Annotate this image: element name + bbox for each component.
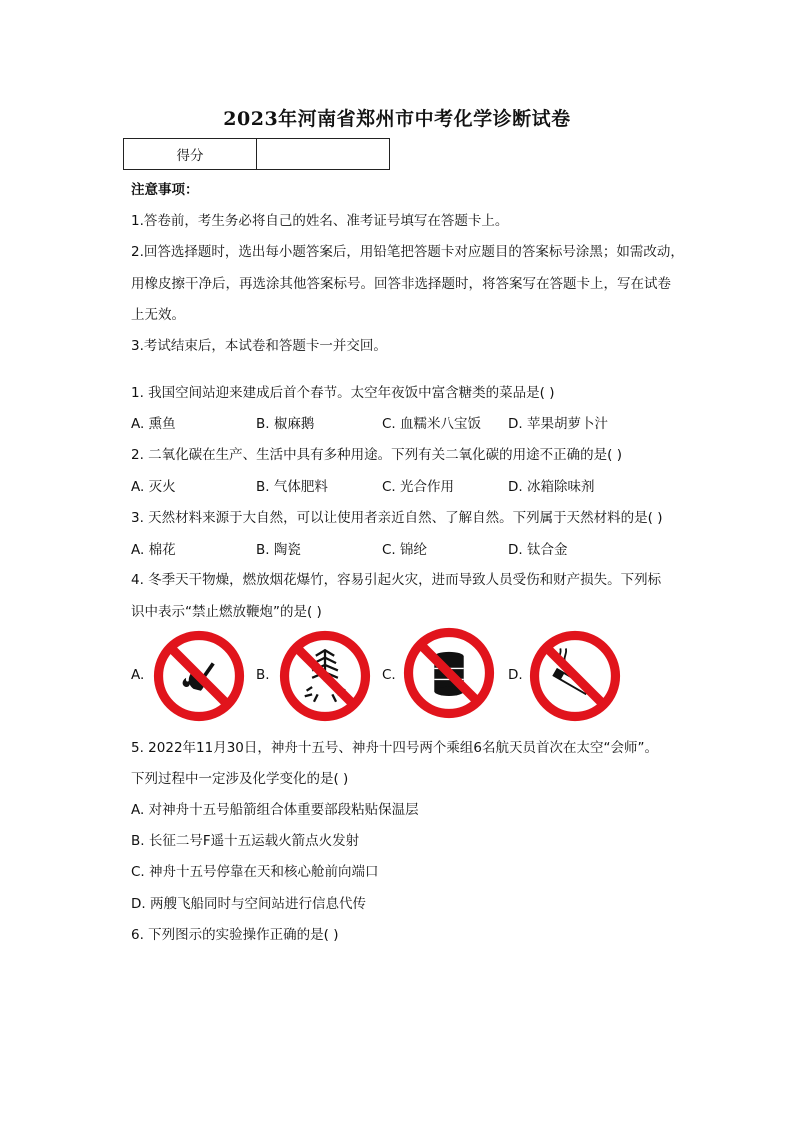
question-5-option-d[interactable]: D. 两艘飞船同时与空间站进行信息代传 bbox=[131, 896, 366, 912]
question-1-option-c[interactable]: C. 血糯米八宝饭 bbox=[382, 416, 482, 432]
question-4-option-d-label[interactable]: D. bbox=[508, 667, 523, 683]
question-4-option-a-label[interactable]: A. bbox=[131, 667, 145, 683]
question-1-option-a[interactable]: A. 熏鱼 bbox=[131, 416, 176, 432]
question-5-option-b[interactable]: B. 长征二号F遥十五运载火箭点火发射 bbox=[131, 833, 360, 849]
question-3-option-d[interactable]: D. 钛合金 bbox=[508, 542, 568, 558]
question-2-option-a[interactable]: A. 灭火 bbox=[131, 479, 176, 495]
question-3-option-a[interactable]: A. 棉花 bbox=[131, 542, 176, 558]
question-5-option-a[interactable]: A. 对神舟十五号船箭组合体重要部段粘贴保温层 bbox=[131, 802, 419, 818]
question-4-option-c-label[interactable]: C. bbox=[382, 667, 396, 683]
question-5-stem: 下列过程中一定涉及化学变化的是( ) bbox=[131, 771, 349, 787]
question-2-option-d[interactable]: D. 冰箱除味剂 bbox=[508, 479, 595, 495]
question-5-option-c[interactable]: C. 神舟十五号停靠在天和核心舱前向端口 bbox=[131, 864, 379, 880]
score-value-field[interactable] bbox=[257, 139, 390, 170]
no-burning-icon[interactable] bbox=[153, 630, 245, 722]
question-4-stem: 4. 冬季天干物燥，燃放烟花爆竹，容易引起火灾，进而导致人员受伤和财产损失。下列标 bbox=[131, 572, 662, 588]
question-1-option-d[interactable]: D. 苹果胡萝卜汁 bbox=[508, 416, 608, 432]
notice-line: 2.回答选择题时，选出每小题答案后，用铅笔把答题卡对应题目的答案标号涂黑；如需改动， bbox=[131, 244, 684, 260]
notice-line: 3.考试结束后，本试卷和答题卡一并交回。 bbox=[131, 338, 387, 354]
no-oil-drum-icon[interactable] bbox=[403, 627, 495, 719]
no-fireworks-icon[interactable] bbox=[279, 630, 371, 722]
question-2-stem: 2. 二氧化碳在生产、生活中具有多种用途。下列有关二氧化碳的用途不正确的是( ) bbox=[131, 447, 622, 463]
question-3-stem: 3. 天然材料来源于大自然，可以让使用者亲近自然、了解自然。下列属于天然材料的是( ) bbox=[131, 510, 663, 526]
question-4-stem: 识中表示“禁止燃放鞭炮”的是( ) bbox=[131, 604, 322, 620]
question-1-option-b[interactable]: B. 椒麻鹅 bbox=[256, 416, 315, 432]
notice-line: 用橡皮擦干净后，再选涂其他答案标号。回答非选择题时，将答案写在答题卡上，写在试卷 bbox=[131, 276, 671, 292]
question-3-option-b[interactable]: B. 陶瓷 bbox=[256, 542, 301, 558]
page-title: 2023年河南省郑州市中考化学诊断试卷 bbox=[223, 108, 571, 130]
question-2-option-b[interactable]: B. 气体肥料 bbox=[256, 479, 328, 495]
notice-heading: 注意事项： bbox=[131, 182, 199, 198]
notice-line: 1.答卷前，考生务必将自己的姓名、准考证号填写在答题卡上。 bbox=[131, 213, 509, 229]
question-4-option-b-label[interactable]: B. bbox=[256, 667, 270, 683]
question-5-stem: 5. 2022年11月30日，神舟十五号、神舟十四号两个乘组6名航天员首次在太空“会师”。 bbox=[131, 740, 658, 756]
score-table bbox=[123, 138, 390, 170]
question-2-option-c[interactable]: C. 光合作用 bbox=[382, 479, 455, 495]
question-6-stem: 6. 下列图示的实验操作正确的是( ) bbox=[131, 927, 339, 943]
no-smoking-icon[interactable] bbox=[529, 630, 621, 722]
question-1-stem: 1. 我国空间站迎来建成后首个春节。太空年夜饭中富含糖类的菜品是( ) bbox=[131, 385, 555, 401]
question-3-option-c[interactable]: C. 锦纶 bbox=[382, 542, 428, 558]
score-label: 得分 bbox=[124, 139, 257, 170]
notice-line: 上无效。 bbox=[131, 307, 185, 323]
